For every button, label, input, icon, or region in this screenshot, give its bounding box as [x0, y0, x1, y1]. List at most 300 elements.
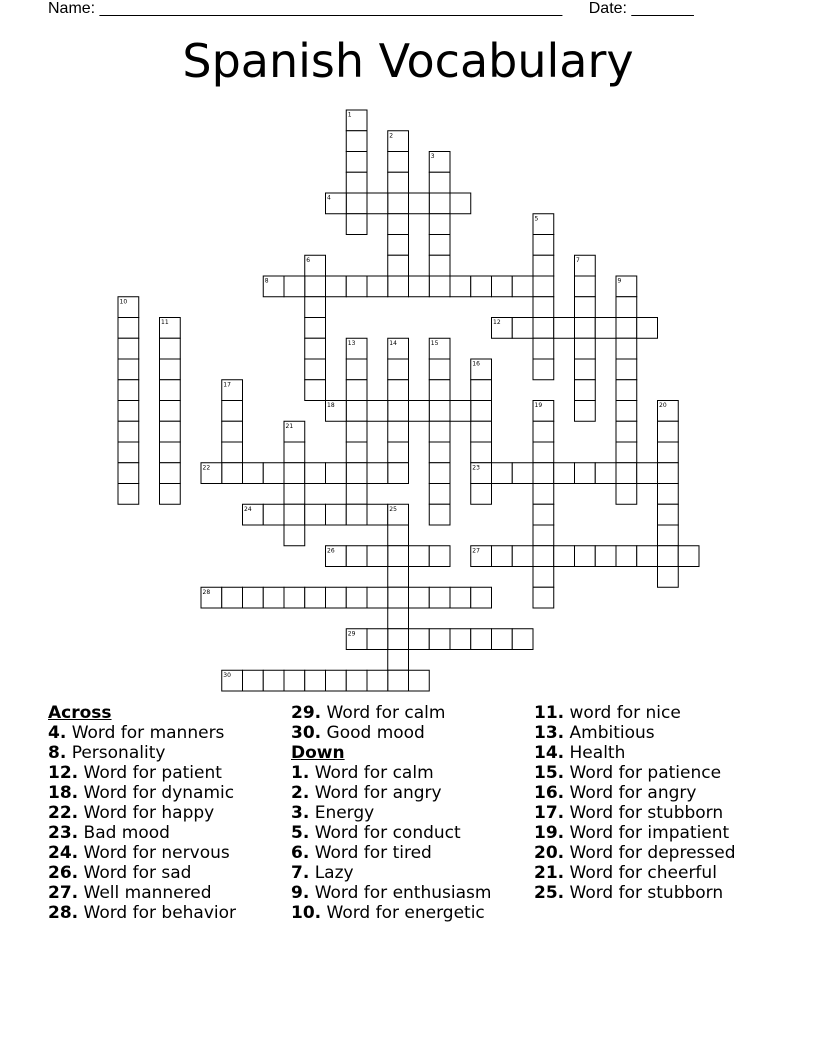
grid-cell[interactable] [346, 504, 367, 525]
clue-text: Word for energetic [321, 903, 485, 923]
grid-cell[interactable] [388, 421, 409, 442]
grid-cell[interactable] [429, 629, 450, 650]
grid-cell[interactable] [533, 525, 554, 546]
grid-cell[interactable] [243, 463, 264, 484]
down-heading: Down [291, 743, 345, 763]
grid-cell[interactable] [616, 401, 637, 422]
grid-cell[interactable] [305, 670, 326, 691]
grid-cell[interactable] [616, 318, 637, 339]
grid-cell[interactable] [160, 338, 181, 359]
grid-cell[interactable] [492, 463, 513, 484]
grid-cell[interactable] [637, 546, 658, 567]
grid-cell[interactable] [284, 525, 305, 546]
grid-cell[interactable] [512, 276, 533, 297]
grid-cell[interactable] [263, 463, 284, 484]
clue-number: 12. [48, 763, 79, 783]
grid-cell[interactable] [388, 650, 409, 671]
grid-cell[interactable] [346, 359, 367, 380]
grid-cell[interactable] [429, 546, 450, 567]
grid-cell[interactable] [284, 442, 305, 463]
grid-cell[interactable] [450, 587, 471, 608]
clue-number: 10. [291, 903, 322, 923]
page-title: Spanish Vocabulary [182, 34, 634, 88]
clue-number-3: 3 [430, 153, 435, 160]
clue-text: Bad mood [78, 823, 170, 843]
clue-item [534, 743, 736, 763]
grid-cell[interactable] [409, 629, 430, 650]
grid-cell[interactable] [388, 525, 409, 546]
clue-text: Word for sad [78, 863, 192, 883]
clue-text: Word for conduct [309, 823, 461, 843]
grid-cell[interactable] [533, 359, 554, 380]
clue-item [291, 803, 491, 823]
clue-number-26: 26 [327, 547, 335, 555]
grid-cell[interactable] [160, 442, 181, 463]
grid-cell[interactable] [429, 380, 450, 401]
grid-cell[interactable] [616, 421, 637, 442]
clue-item [48, 723, 236, 743]
grid-cell[interactable] [388, 629, 409, 650]
grid-cell[interactable] [118, 338, 139, 359]
clue-number-4: 4 [327, 194, 331, 202]
clue-item [48, 883, 236, 903]
grid-cell[interactable] [326, 587, 347, 608]
clue-item [291, 783, 491, 803]
clue-number-27: 27 [472, 547, 480, 555]
grid-cell[interactable] [575, 318, 596, 339]
clue-item [291, 863, 491, 883]
clue-number: 21. [534, 863, 565, 883]
grid-cell[interactable] [118, 484, 139, 505]
grid-cell[interactable] [346, 587, 367, 608]
clue-number: 13. [534, 723, 565, 743]
grid-cell[interactable] [595, 546, 616, 567]
grid-cell[interactable] [409, 276, 430, 297]
clue-text: Health [564, 743, 626, 763]
clue-item [48, 843, 236, 863]
clue-text: Word for dynamic [78, 783, 235, 803]
grid-cell[interactable] [658, 525, 679, 546]
clue-text: Word for stubborn [564, 803, 724, 823]
grid-cell[interactable] [575, 297, 596, 318]
grid-cell[interactable] [263, 504, 284, 525]
grid-cell[interactable] [429, 421, 450, 442]
clue-number: 5. [291, 823, 310, 843]
grid-cell[interactable] [367, 546, 388, 567]
grid-cell[interactable] [305, 297, 326, 318]
clue-number: 30. [291, 723, 322, 743]
clue-number-5: 5 [534, 215, 539, 223]
grid-cell[interactable] [616, 380, 637, 401]
grid-cell[interactable] [658, 463, 679, 484]
grid-cell[interactable] [305, 463, 326, 484]
grid-cell[interactable] [367, 504, 388, 525]
grid-cell[interactable] [243, 670, 264, 691]
grid-cell[interactable] [346, 546, 367, 567]
grid-cell[interactable] [575, 546, 596, 567]
grid-cell[interactable] [118, 318, 139, 339]
grid-cell[interactable] [409, 193, 430, 214]
clue-number-19: 19 [534, 402, 543, 409]
name-field[interactable]: Name: ____________________________________________________ [48, 0, 563, 17]
clue-number-17: 17 [223, 381, 231, 389]
grid-cell[interactable] [305, 380, 326, 401]
grid-cell[interactable] [388, 401, 409, 422]
grid-cell[interactable] [492, 276, 513, 297]
grid-cell[interactable] [658, 484, 679, 505]
grid-cell[interactable] [616, 338, 637, 359]
clue-number-11: 11 [161, 319, 169, 326]
grid-cell[interactable] [409, 587, 430, 608]
clues-column-3 [534, 703, 736, 903]
clue-text: Word for enthusiasm [309, 883, 492, 903]
date-field[interactable]: Date: _______ [588, 0, 694, 17]
grid-cell[interactable] [388, 152, 409, 173]
grid-cell[interactable] [346, 131, 367, 152]
grid-cell[interactable] [367, 463, 388, 484]
clue-number: 6. [291, 843, 310, 863]
clue-number-22: 22 [202, 464, 211, 472]
grid-cell[interactable] [326, 276, 347, 297]
grid-cell[interactable] [160, 401, 181, 422]
grid-cell[interactable] [512, 629, 533, 650]
grid-cell[interactable] [512, 546, 533, 567]
grid-cell[interactable] [512, 318, 533, 339]
grid-cell[interactable] [284, 670, 305, 691]
clue-text: Word for calm [321, 703, 446, 723]
grid-cell[interactable] [409, 670, 430, 691]
grid-cell[interactable] [118, 463, 139, 484]
grid-cell[interactable] [388, 608, 409, 629]
grid-cell[interactable] [533, 255, 554, 276]
grid-cell[interactable] [118, 359, 139, 380]
grid-cell[interactable] [429, 587, 450, 608]
grid-cell[interactable] [326, 670, 347, 691]
clue-item [48, 823, 236, 843]
clue-number: 24. [48, 843, 79, 863]
grid-cell[interactable] [263, 670, 284, 691]
clue-item [291, 823, 491, 843]
grid-cell[interactable] [533, 297, 554, 318]
clue-item [534, 783, 736, 803]
clue-number-10: 10 [119, 298, 128, 306]
grid-cell[interactable] [533, 484, 554, 505]
grid-cell[interactable] [222, 587, 243, 608]
clue-number: 3. [291, 803, 310, 823]
grid-cell[interactable] [658, 421, 679, 442]
clue-item [48, 903, 236, 923]
grid-cell[interactable] [533, 276, 554, 297]
grid-cell[interactable] [471, 442, 492, 463]
grid-cell[interactable] [450, 193, 471, 214]
grid-cell[interactable] [471, 484, 492, 505]
clue-item [534, 843, 736, 863]
grid-cell[interactable] [388, 587, 409, 608]
grid-cell[interactable] [450, 629, 471, 650]
grid-cell[interactable] [533, 504, 554, 525]
grid-cell[interactable] [284, 484, 305, 505]
clue-number-29: 29 [347, 630, 356, 638]
across-heading: Across [48, 703, 112, 723]
grid-cell[interactable] [388, 255, 409, 276]
grid-cell[interactable] [388, 235, 409, 256]
grid-cell[interactable] [658, 567, 679, 588]
clues-column-2 [291, 703, 491, 923]
grid-cell[interactable] [284, 504, 305, 525]
grid-cell[interactable] [284, 463, 305, 484]
grid-cell[interactable] [492, 546, 513, 567]
grid-cell[interactable] [367, 587, 388, 608]
clue-number-9: 9 [617, 277, 622, 285]
grid-cell[interactable] [222, 401, 243, 422]
clue-text: Energy [309, 803, 375, 823]
clue-number-15: 15 [430, 339, 439, 347]
grid-cell[interactable] [533, 421, 554, 442]
grid-cell[interactable] [429, 504, 450, 525]
clue-item [48, 803, 236, 823]
grid-cell[interactable] [160, 421, 181, 442]
grid-cell[interactable] [658, 442, 679, 463]
grid-cell[interactable] [222, 421, 243, 442]
grid-cell[interactable] [346, 380, 367, 401]
clue-number: 28. [48, 903, 79, 923]
grid-cell[interactable] [346, 172, 367, 193]
grid-cell[interactable] [388, 463, 409, 484]
grid-cell[interactable] [263, 587, 284, 608]
grid-cell[interactable] [616, 463, 637, 484]
grid-cell[interactable] [367, 276, 388, 297]
grid-cell[interactable] [616, 297, 637, 318]
grid-cell[interactable] [367, 401, 388, 422]
grid-cell[interactable] [367, 629, 388, 650]
grid-cell[interactable] [118, 421, 139, 442]
grid-cell[interactable] [388, 442, 409, 463]
grid-cell[interactable] [533, 567, 554, 588]
grid-cell[interactable] [533, 235, 554, 256]
grid-cell[interactable] [471, 276, 492, 297]
grid-cell[interactable] [678, 546, 699, 567]
grid-cell[interactable] [533, 463, 554, 484]
grid-cell[interactable] [118, 442, 139, 463]
grid-cell[interactable] [346, 193, 367, 214]
grid-cell[interactable] [512, 463, 533, 484]
grid-cell[interactable] [533, 338, 554, 359]
grid-cell[interactable] [471, 587, 492, 608]
grid-cell[interactable] [471, 380, 492, 401]
clue-number: 2. [291, 783, 310, 803]
grid-cell[interactable] [637, 318, 658, 339]
grid-cell[interactable] [471, 421, 492, 442]
grid-cell[interactable] [533, 587, 554, 608]
grid-cell[interactable] [658, 504, 679, 525]
grid-cell[interactable] [346, 442, 367, 463]
clue-number-2: 2 [389, 132, 394, 140]
clue-number: 20. [534, 843, 565, 863]
grid-cell[interactable] [305, 338, 326, 359]
grid-cell[interactable] [616, 546, 637, 567]
clue-text: Word for angry [309, 783, 442, 803]
grid-cell[interactable] [471, 401, 492, 422]
clue-text: Ambitious [564, 723, 655, 743]
clue-text: Word for depressed [564, 843, 736, 863]
clue-number: 17. [534, 803, 565, 823]
grid-cell[interactable] [616, 442, 637, 463]
clue-number-8: 8 [264, 277, 269, 285]
grid-cell[interactable] [429, 401, 450, 422]
grid-cell[interactable] [367, 670, 388, 691]
grid-cell[interactable] [388, 380, 409, 401]
clue-item [291, 883, 491, 903]
clue-text: Personality [66, 743, 166, 763]
grid-cell[interactable] [575, 276, 596, 297]
clue-text: Good mood [321, 723, 425, 743]
grid-cell[interactable] [284, 276, 305, 297]
grid-cell[interactable] [450, 276, 471, 297]
clue-number: 19. [534, 823, 565, 843]
clue-number: 22. [48, 803, 79, 823]
clue-number-1: 1 [347, 111, 352, 119]
grid-cell[interactable] [160, 359, 181, 380]
grid-cell[interactable] [326, 463, 347, 484]
grid-cell[interactable] [222, 442, 243, 463]
grid-cell[interactable] [346, 276, 367, 297]
grid-cell[interactable] [118, 401, 139, 422]
grid-cell[interactable] [409, 401, 430, 422]
clue-item [534, 703, 736, 723]
grid-cell[interactable] [160, 463, 181, 484]
grid-cell[interactable] [492, 629, 513, 650]
grid-cell[interactable] [575, 338, 596, 359]
grid-cell[interactable] [429, 193, 450, 214]
grid-cell[interactable] [575, 463, 596, 484]
grid-cell[interactable] [388, 567, 409, 588]
clue-number: 9. [291, 883, 310, 903]
grid-cell[interactable] [284, 587, 305, 608]
clue-number-12: 12 [493, 319, 501, 326]
clue-text: Word for patience [564, 763, 722, 783]
clue-number: 27. [48, 883, 79, 903]
grid-cell[interactable] [429, 359, 450, 380]
clue-item [48, 763, 236, 783]
grid-cell[interactable] [595, 318, 616, 339]
grid-cell[interactable] [388, 193, 409, 214]
grid-cell[interactable] [388, 276, 409, 297]
grid-cell[interactable] [346, 214, 367, 235]
clue-number-18: 18 [327, 402, 335, 409]
grid-cell[interactable] [554, 463, 575, 484]
clue-number-16: 16 [472, 360, 480, 368]
grid-cell[interactable] [367, 193, 388, 214]
grid-cell[interactable] [160, 380, 181, 401]
grid-cell[interactable] [450, 401, 471, 422]
clue-text: Word for calm [309, 763, 434, 783]
grid-cell[interactable] [429, 255, 450, 276]
clue-text: Word for tired [309, 843, 432, 863]
clue-number: 8. [48, 743, 67, 763]
clue-item [534, 763, 736, 783]
grid-cell[interactable] [471, 629, 492, 650]
clue-number-13: 13 [347, 339, 356, 347]
grid-cell[interactable] [575, 401, 596, 422]
clue-text: Word for manners [66, 723, 225, 743]
grid-cell[interactable] [616, 359, 637, 380]
grid-cell[interactable] [409, 546, 430, 567]
clue-text: Word for cheerful [564, 863, 717, 883]
clue-number: 18. [48, 783, 79, 803]
clue-text: Word for patient [78, 763, 222, 783]
grid-cell[interactable] [575, 380, 596, 401]
grid-cell[interactable] [305, 359, 326, 380]
grid-cell[interactable] [346, 670, 367, 691]
grid-cell[interactable] [388, 359, 409, 380]
grid-cell[interactable] [429, 235, 450, 256]
clue-item [534, 863, 736, 883]
grid-cell[interactable] [346, 152, 367, 173]
grid-cell[interactable] [388, 670, 409, 691]
clue-number: 16. [534, 783, 565, 803]
grid-cell[interactable] [305, 276, 326, 297]
grid-cell[interactable] [429, 484, 450, 505]
grid-cell[interactable] [595, 463, 616, 484]
grid-cell[interactable] [554, 546, 575, 567]
grid-cell[interactable] [346, 401, 367, 422]
clue-item [291, 843, 491, 863]
grid-cell[interactable] [160, 484, 181, 505]
clue-number-21: 21 [285, 422, 294, 430]
grid-cell[interactable] [429, 276, 450, 297]
grid-cell[interactable] [575, 359, 596, 380]
grid-cell[interactable] [346, 484, 367, 505]
clue-item [291, 903, 491, 923]
clue-number: 14. [534, 743, 565, 763]
grid-cell[interactable] [388, 546, 409, 567]
grid-cell[interactable] [616, 484, 637, 505]
grid-cell[interactable] [429, 214, 450, 235]
clue-item [534, 823, 736, 843]
grid-cell[interactable] [658, 546, 679, 567]
grid-cell[interactable] [429, 463, 450, 484]
clue-number: 25. [534, 883, 565, 903]
grid-cell[interactable] [346, 463, 367, 484]
clue-number-30: 30 [223, 671, 231, 679]
clue-item [291, 763, 491, 783]
grid-cell[interactable] [637, 463, 658, 484]
grid-cell[interactable] [326, 504, 347, 525]
grid-cell[interactable] [222, 463, 243, 484]
clue-number-7: 7 [576, 256, 580, 264]
clue-number: 29. [291, 703, 322, 723]
clue-number-20: 20 [659, 402, 667, 409]
grid-cell[interactable] [118, 380, 139, 401]
grid-cell[interactable] [533, 318, 554, 339]
clue-number: 26. [48, 863, 79, 883]
grid-cell[interactable] [243, 587, 264, 608]
grid-cell[interactable] [388, 214, 409, 235]
grid-cell[interactable] [305, 587, 326, 608]
grid-cell[interactable] [305, 318, 326, 339]
grid-cell[interactable] [305, 504, 326, 525]
grid-cell[interactable] [346, 421, 367, 442]
grid-cell[interactable] [429, 442, 450, 463]
clue-text: Word for stubborn [564, 883, 724, 903]
grid-cell[interactable] [533, 546, 554, 567]
clue-number-14: 14 [389, 339, 397, 347]
clue-number: 1. [291, 763, 310, 783]
grid-cell[interactable] [554, 318, 575, 339]
grid-cell[interactable] [533, 442, 554, 463]
grid-cell[interactable] [388, 172, 409, 193]
grid-cell[interactable] [429, 172, 450, 193]
